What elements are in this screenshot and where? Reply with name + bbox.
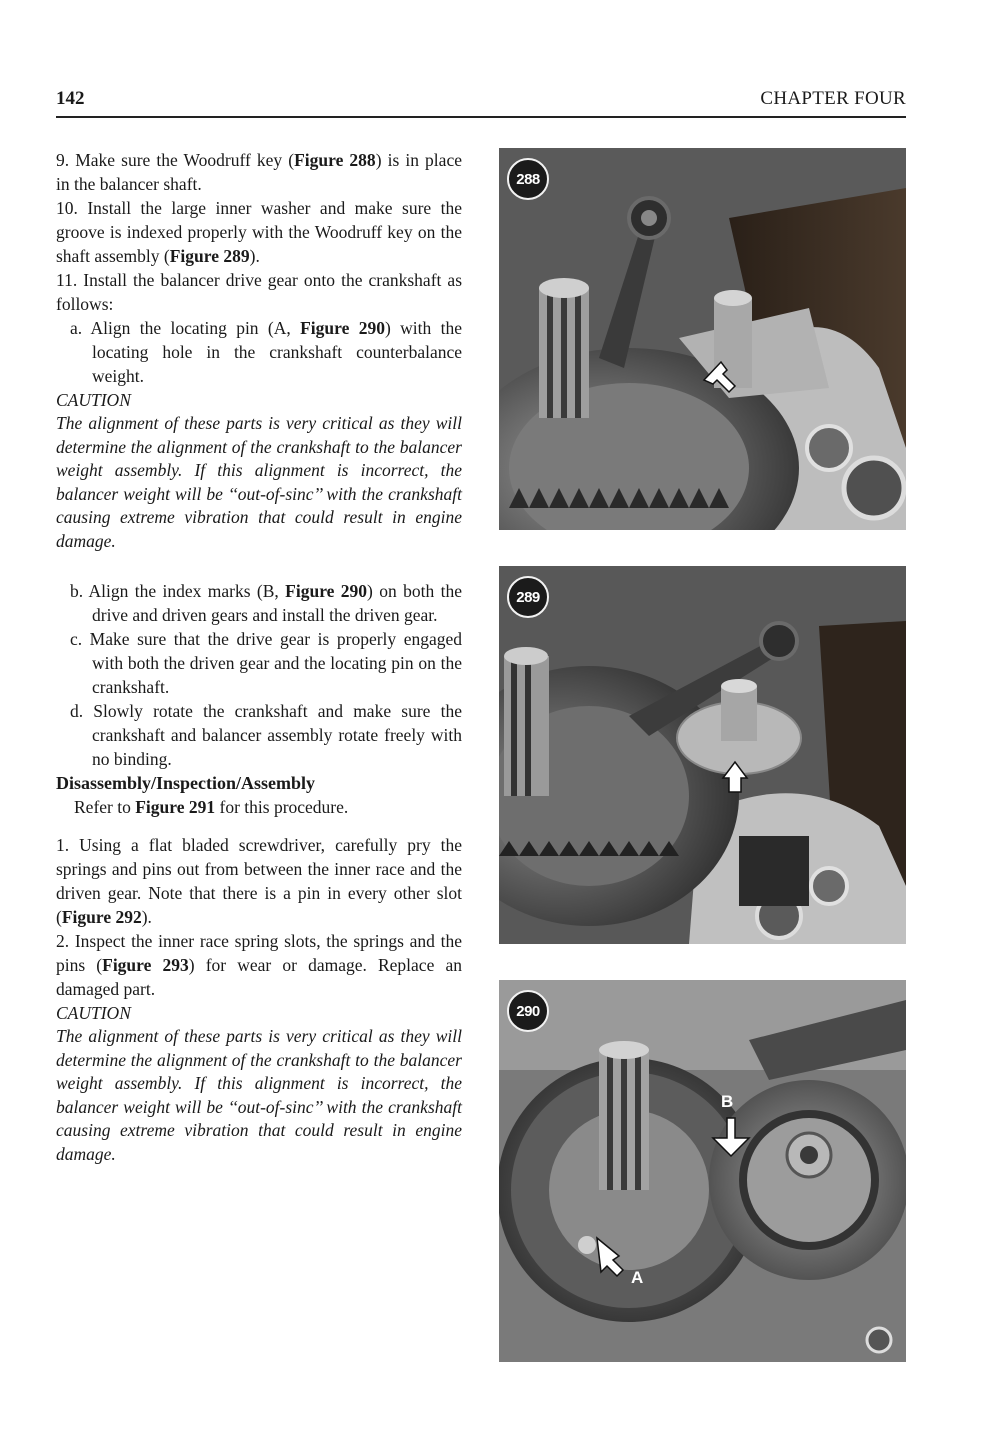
- caution-title: CAUTION: [56, 390, 131, 410]
- figure-ref: Figure 290: [300, 318, 385, 338]
- figure-ref: Figure 290: [285, 581, 368, 601]
- chapter-title: CHAPTER FOUR: [760, 88, 906, 109]
- text-column: [56, 148, 462, 1166]
- header-rule: [56, 116, 906, 118]
- step-11a: a. Align the locating pin (A, Figure 290) with the locating hole in the crankshaft counterbalance weight.: [70, 318, 462, 386]
- figure-289-photo: [499, 566, 906, 944]
- step-11d: d. Slowly rotate the crankshaft and make sure the crankshaft and balancer assembly rotate freely with no binding.: [70, 701, 462, 769]
- washer-on-shaft-image: [499, 566, 906, 944]
- caution-text: The alignment of these parts is very critical as they will determine the alignment of the crankshaft to the balancer weight assembly. If this alignment is incorrect, the balancer weight will be ‘‘out-of-sinc’’ with the crankshaft causing extreme vibration that could result in engine damage.: [56, 1026, 462, 1164]
- step-11b: b. Align the index marks (B, Figure 290) on both the drive and driven gears and install the driven gear.: [70, 581, 462, 625]
- page-header: [56, 88, 906, 118]
- caution-title: CAUTION: [56, 1003, 131, 1023]
- step-1: 1. Using a flat bladed screwdriver, carefully pry the springs and pins out from between the inner race and the driven gear. Note that there is a pin in every other slot (Figure 292).: [56, 835, 462, 927]
- step-10: 10. Install the large inner washer and make sure the groove is indexed properly with the Woodruff key on the shaft assembly (Figure 289).: [56, 198, 462, 266]
- callout-b: B: [721, 1092, 734, 1111]
- figure-288-photo: [499, 148, 906, 530]
- step-2: 2. Inspect the inner race spring slots, the springs and the pins (Figure 293) for wear or damage. Replace an damaged part.: [56, 931, 462, 999]
- figure-number-badge: 288: [507, 158, 549, 200]
- crankshaft-woodruff-key-image: [499, 148, 906, 530]
- figure-ref: Figure 291: [135, 797, 216, 817]
- step-9: 9. Make sure the Woodruff key (Figure 288) is in place in the balancer shaft.: [56, 150, 462, 194]
- figure-ref: Figure 288: [294, 150, 376, 170]
- figure-ref: Figure 289: [169, 246, 250, 266]
- figure-ref: Figure 293: [102, 955, 189, 975]
- step-11c: c. Make sure that the drive gear is properly engaged with both the driven gear and the locating pin on the crankshaft.: [70, 629, 462, 697]
- step-11: 11. Install the balancer drive gear onto the crankshaft as follows:: [56, 270, 462, 314]
- drive-driven-gear-image: [499, 980, 906, 1362]
- figure-number-badge: 290: [507, 990, 549, 1032]
- page-number: 142: [56, 88, 85, 109]
- section-heading: Disassembly/Inspection/Assembly: [56, 773, 316, 793]
- section-intro: Refer to Figure 291 for this procedure.: [74, 797, 349, 817]
- figure-ref: Figure 292: [61, 907, 142, 927]
- figure-290-photo: [499, 980, 906, 1362]
- figure-number-badge: 289: [507, 576, 549, 618]
- callout-a: A: [631, 1268, 644, 1287]
- caution-text: The alignment of these parts is very critical as they will determine the alignment of the crankshaft to the balancer weight assembly. If this alignment is incorrect, the balancer weight will be ‘‘out-of-sinc’’ with the crankshaft causing extreme vibration that could result in engine damage.: [56, 413, 462, 551]
